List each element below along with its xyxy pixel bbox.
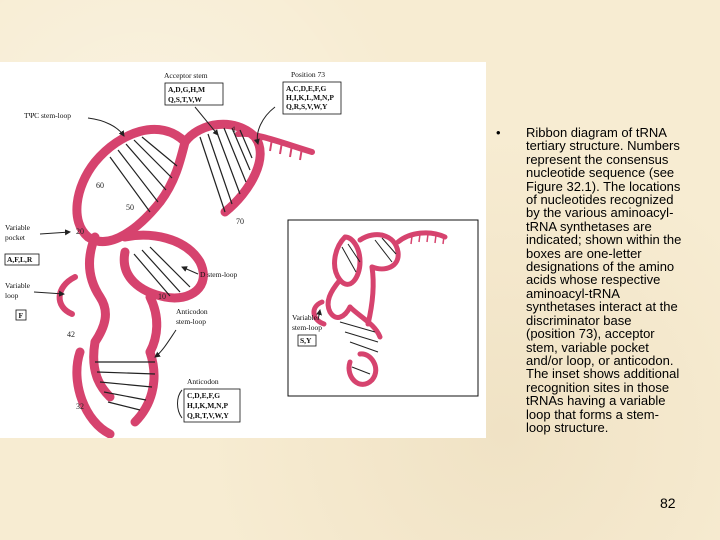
variable-pocket-label-2: pocket — [5, 233, 25, 242]
num-50: 50 — [126, 203, 134, 212]
acceptor-stem-label: Acceptor stem — [164, 71, 208, 80]
variable-loop-box-text: F — [18, 311, 24, 320]
anticodon-box-line2: H,I,K,M,N,P — [187, 401, 229, 410]
inset-box-text: S,Y — [300, 336, 312, 345]
d-stem-arrow — [182, 267, 198, 274]
trna-ribbon-figure — [0, 62, 486, 438]
variable-pocket-box-text: A,F,L,R — [7, 255, 33, 264]
num-60: 60 — [96, 181, 104, 190]
caption-bullet: • — [496, 125, 501, 140]
inset-variable-label-2: stem-loop — [292, 323, 322, 332]
inset-variable-label-1: Variable — [292, 313, 317, 322]
anticodon-stem-label-2: stem-loop — [176, 317, 206, 326]
anticodon-label: Anticodon — [187, 377, 219, 386]
trna-diagram-svg — [0, 62, 486, 438]
page-number: 82 — [660, 495, 676, 511]
acceptor-stem-box-line1: A,D,G,H,M — [168, 85, 206, 94]
variable-loop-label-2: loop — [5, 291, 19, 300]
anticodon-box-line3: Q,R,T,V,W,Y — [187, 411, 229, 420]
tpsic-stem-loop-label: TΨC stem-loop — [24, 111, 71, 120]
main-ribbon — [60, 124, 312, 434]
num-10: 10 — [158, 292, 166, 301]
num-42: 42 — [67, 330, 75, 339]
d-stem-loop-label: D stem-loop — [200, 270, 238, 279]
position-73-label: Position 73 — [291, 70, 325, 79]
caption-block — [496, 126, 682, 434]
variable-loop-label-1: Variable — [5, 281, 30, 290]
num-70: 70 — [236, 217, 244, 226]
acceptor-stem-box-line2: Q,S,T,V,W — [168, 95, 202, 104]
position-73-box-line1: A,C,D,E,F,G — [286, 84, 327, 93]
anticodon-brace — [178, 390, 183, 418]
num-32: 32 — [76, 402, 84, 411]
variable-pocket-arrow — [40, 232, 70, 234]
anticodon-box-line1: C,D,E,F,G — [187, 391, 221, 400]
position-73-box-line3: Q,R,S,V,W,Y — [286, 102, 328, 111]
caption-text: Ribbon diagram of tRNA tertiary structure. Numbers represent the consensus nucleotide sequence (see Figure 32.1). The locations of nucleotides recognized by the various aminoacyl-tRNA synthetases are indicated; shown within the boxes are one-letter designations of the amino acids whose respective aminoacyl-tRNA synthetases interact at the discriminator base (position 73), acceptor stem, variable pocket and/or loop, or anticodon. The inset shows additional recognition sites in those tRNAs having a variable loop that forms a stem-loop structure. — [526, 125, 682, 435]
num-20: 20 — [76, 227, 84, 236]
anticodon-stem-label-1: Anticodon — [176, 307, 208, 316]
tpsic-arrow — [88, 118, 124, 136]
position-73-box-line2: H,I,K,L,M,N,P — [286, 93, 334, 102]
variable-pocket-label-1: Variable — [5, 223, 30, 232]
num-1: 1 — [232, 125, 236, 134]
